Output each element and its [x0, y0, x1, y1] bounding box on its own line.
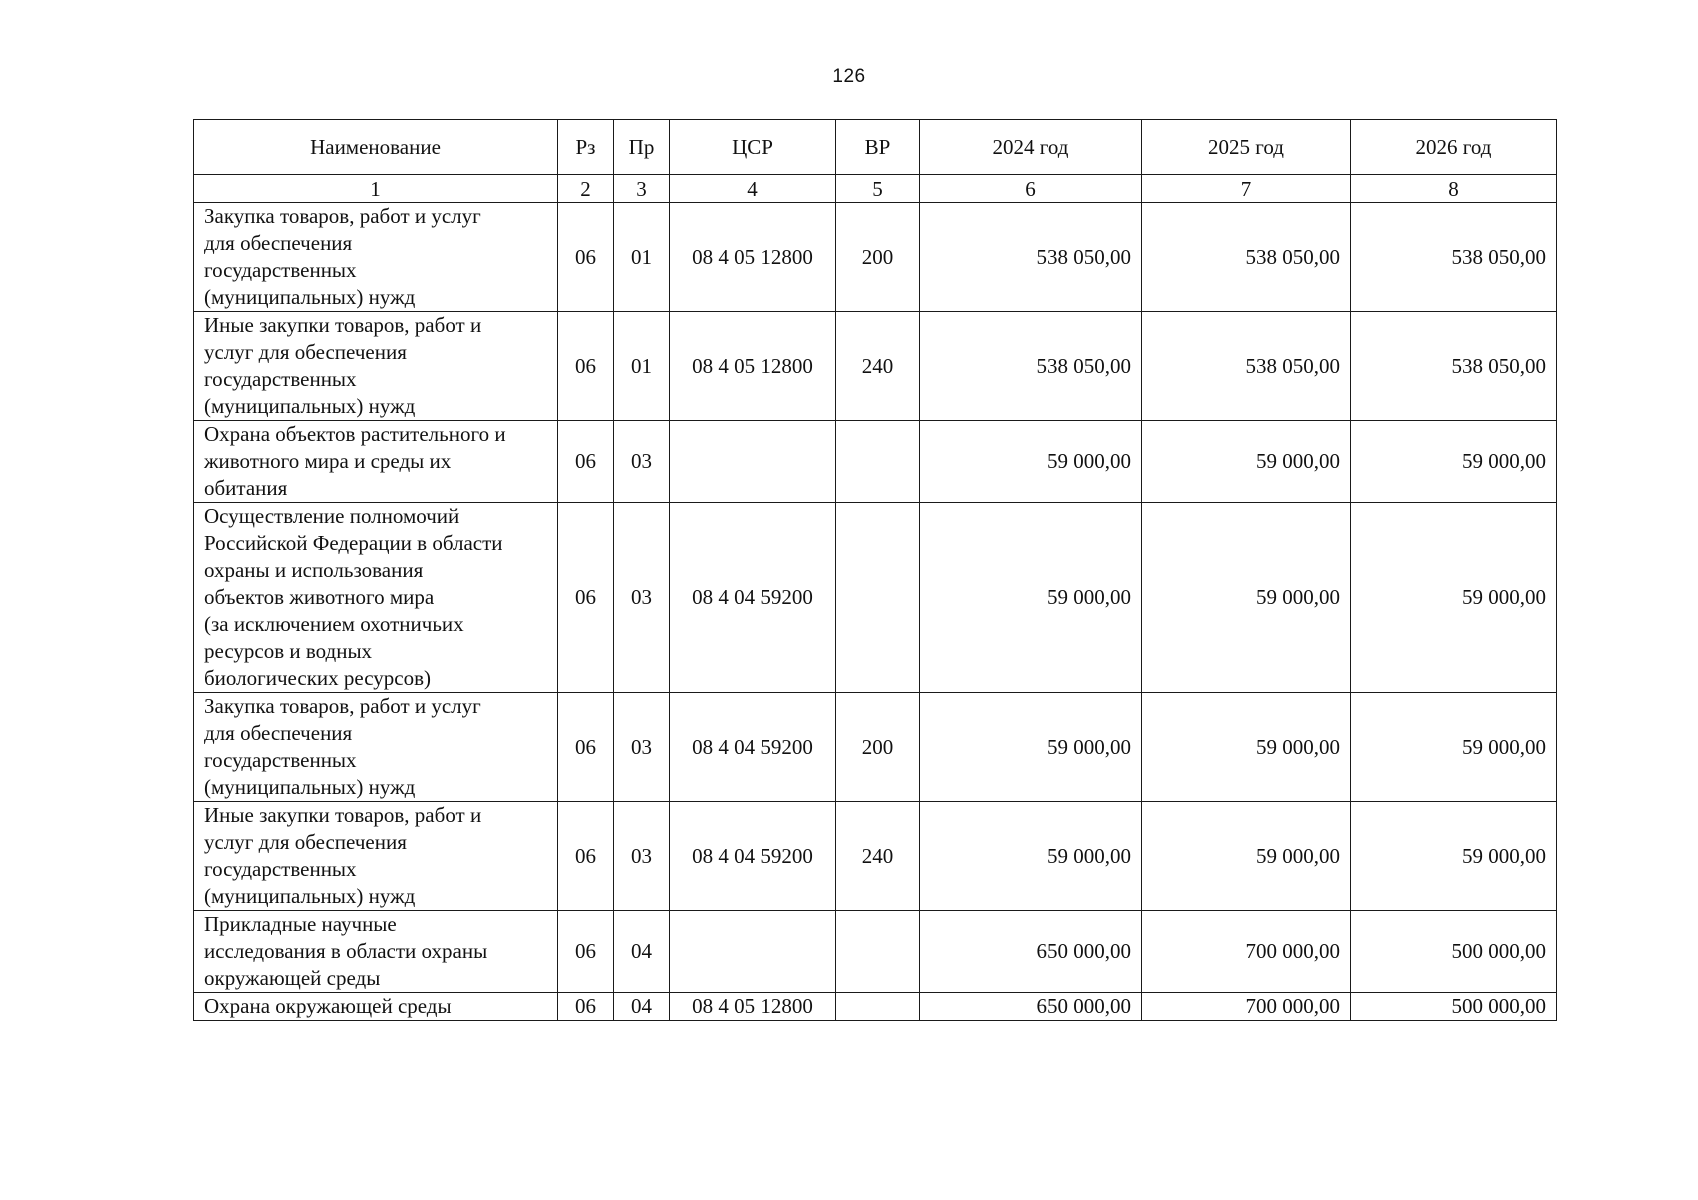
header-2024: 2024 год — [920, 120, 1142, 175]
header-vr: ВР — [836, 120, 920, 175]
table-row — [194, 911, 1557, 993]
row-name-cell — [194, 802, 558, 911]
row-csr: 08 4 05 12800 — [670, 993, 836, 1021]
row-rz: 06 — [558, 421, 614, 503]
budget-table — [193, 119, 1557, 1021]
row-2024: 59 000,00 — [920, 421, 1142, 503]
row-pr: 04 — [614, 911, 670, 993]
row-vr — [836, 993, 920, 1021]
row-rz: 06 — [558, 993, 614, 1021]
row-2026: 59 000,00 — [1351, 693, 1557, 802]
row-name-cell — [194, 312, 558, 421]
row-2025: 700 000,00 — [1142, 911, 1351, 993]
row-rz: 06 — [558, 503, 614, 693]
table-row — [194, 693, 1557, 802]
row-name: Охрана объектов растительного и животного мира и среды их обитания — [204, 422, 506, 500]
row-name: Осуществление полномочий Российской Федерации в области охраны и использования объектов животного мира (за исключением охотничьих ресурсов и водных биологических ресурсов) — [204, 504, 503, 690]
row-2026: 500 000,00 — [1351, 911, 1557, 993]
row-pr: 03 — [614, 503, 670, 693]
column-number: 1 — [194, 175, 558, 203]
row-vr — [836, 911, 920, 993]
row-name: Закупка товаров, работ и услуг для обеспечения государственных (муниципальных) нужд — [204, 694, 481, 799]
row-2026: 538 050,00 — [1351, 312, 1557, 421]
row-csr — [670, 421, 836, 503]
column-number: 7 — [1142, 175, 1351, 203]
table-row — [194, 802, 1557, 911]
row-2025: 59 000,00 — [1142, 802, 1351, 911]
row-2025: 59 000,00 — [1142, 503, 1351, 693]
row-name-cell — [194, 993, 558, 1021]
table-row — [194, 503, 1557, 693]
table-row — [194, 203, 1557, 312]
row-vr: 240 — [836, 312, 920, 421]
table-row — [194, 421, 1557, 503]
row-vr: 240 — [836, 802, 920, 911]
row-2025: 538 050,00 — [1142, 203, 1351, 312]
row-pr: 01 — [614, 203, 670, 312]
row-csr — [670, 911, 836, 993]
row-2025: 700 000,00 — [1142, 993, 1351, 1021]
row-name-cell — [194, 911, 558, 993]
row-vr: 200 — [836, 693, 920, 802]
row-2026: 500 000,00 — [1351, 993, 1557, 1021]
row-2024: 538 050,00 — [920, 203, 1142, 312]
row-name: Иные закупки товаров, работ и услуг для обеспечения государственных (муниципальных) нужд — [204, 313, 482, 418]
row-2026: 59 000,00 — [1351, 802, 1557, 911]
row-name: Охрана окружающей среды — [204, 994, 452, 1018]
row-csr: 08 4 04 59200 — [670, 802, 836, 911]
row-name-cell — [194, 693, 558, 802]
row-csr: 08 4 05 12800 — [670, 203, 836, 312]
row-vr: 200 — [836, 203, 920, 312]
row-rz: 06 — [558, 203, 614, 312]
row-2025: 59 000,00 — [1142, 693, 1351, 802]
header-rz: Рз — [558, 120, 614, 175]
row-pr: 03 — [614, 802, 670, 911]
column-number: 5 — [836, 175, 920, 203]
column-number-row — [194, 175, 1557, 203]
column-number: 4 — [670, 175, 836, 203]
row-pr: 03 — [614, 693, 670, 802]
row-name-cell — [194, 503, 558, 693]
row-pr: 03 — [614, 421, 670, 503]
row-vr — [836, 421, 920, 503]
row-2024: 59 000,00 — [920, 503, 1142, 693]
column-number: 3 — [614, 175, 670, 203]
header-pr: Пр — [614, 120, 670, 175]
row-2026: 59 000,00 — [1351, 421, 1557, 503]
column-number: 8 — [1351, 175, 1557, 203]
row-2024: 59 000,00 — [920, 802, 1142, 911]
row-rz: 06 — [558, 802, 614, 911]
row-2025: 538 050,00 — [1142, 312, 1351, 421]
row-csr: 08 4 04 59200 — [670, 503, 836, 693]
row-name: Иные закупки товаров, работ и услуг для обеспечения государственных (муниципальных) нужд — [204, 803, 482, 908]
column-number: 6 — [920, 175, 1142, 203]
row-pr: 04 — [614, 993, 670, 1021]
table-row — [194, 312, 1557, 421]
row-name: Прикладные научные исследования в области охраны окружающей среды — [204, 912, 488, 990]
row-name: Закупка товаров, работ и услуг для обеспечения государственных (муниципальных) нужд — [204, 204, 481, 309]
row-rz: 06 — [558, 312, 614, 421]
row-pr: 01 — [614, 312, 670, 421]
row-2026: 59 000,00 — [1351, 503, 1557, 693]
column-number: 2 — [558, 175, 614, 203]
table-row — [194, 993, 1557, 1021]
row-2024: 538 050,00 — [920, 312, 1142, 421]
header-2026: 2026 год — [1351, 120, 1557, 175]
page-number: 126 — [832, 66, 866, 87]
row-2025: 59 000,00 — [1142, 421, 1351, 503]
row-vr — [836, 503, 920, 693]
header-csr: ЦСР — [670, 120, 836, 175]
row-rz: 06 — [558, 693, 614, 802]
row-2024: 650 000,00 — [920, 911, 1142, 993]
row-2024: 650 000,00 — [920, 993, 1142, 1021]
header-name: Наименование — [194, 120, 558, 175]
row-name-cell — [194, 421, 558, 503]
row-2024: 59 000,00 — [920, 693, 1142, 802]
row-2026: 538 050,00 — [1351, 203, 1557, 312]
table-header-row — [194, 120, 1557, 175]
row-name-cell — [194, 203, 558, 312]
row-rz: 06 — [558, 911, 614, 993]
row-csr: 08 4 05 12800 — [670, 312, 836, 421]
header-2025: 2025 год — [1142, 120, 1351, 175]
row-csr: 08 4 04 59200 — [670, 693, 836, 802]
